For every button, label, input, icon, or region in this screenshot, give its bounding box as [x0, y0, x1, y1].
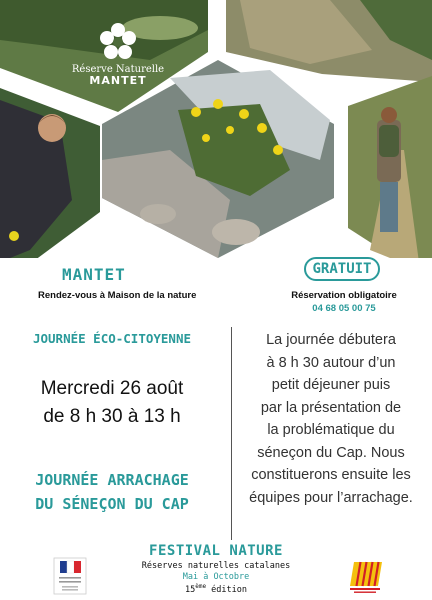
walker-legs	[380, 182, 398, 232]
event-date: Mercredi 26 août	[40, 378, 184, 399]
vertical-divider	[231, 327, 232, 540]
festival-title: FESTIVAL NATURE	[149, 543, 283, 559]
phone-number: 04 68 05 00 75	[312, 303, 376, 314]
yellow-flower	[202, 134, 210, 142]
description-line: séneçon du Cap. Nous	[257, 444, 405, 461]
event-description	[234, 329, 428, 509]
festival-period: Mai à Octobre	[182, 572, 250, 582]
rock-shape	[212, 219, 260, 245]
yellow-flower	[257, 123, 267, 133]
event-time: de 8 h 30 à 13 h	[43, 406, 181, 427]
edition-suffix: ème	[195, 583, 207, 590]
yellow-flower	[239, 109, 249, 119]
edition-number: 15	[184, 584, 196, 595]
reserves-label: Réserves naturelles catalanes	[141, 561, 291, 571]
catalan-flag-logo-icon	[346, 556, 386, 596]
description-line: la problématique du	[267, 422, 395, 438]
yellow-flower	[226, 126, 234, 134]
description-line: petit déjeuner puis	[271, 377, 391, 393]
event-type: JOURNÉE ÉCO-CITOYENNE	[32, 331, 192, 346]
yellow-flower-left	[9, 231, 19, 241]
edition-word: édition	[206, 584, 248, 595]
event-title-line1: JOURNÉE ARRACHAGE	[35, 471, 189, 489]
yellow-flower	[273, 145, 283, 155]
description-line: à 8 h 30 autour d’un	[266, 354, 396, 371]
description-line: équipes pour l’arrachage.	[249, 489, 413, 506]
hiker-head	[38, 114, 66, 142]
description-line: La journée débutera	[266, 332, 396, 348]
free-badge: GRATUIT	[304, 257, 380, 281]
walker-head	[381, 107, 397, 123]
festival-edition	[100, 583, 332, 595]
rock-shape-2	[140, 204, 176, 224]
description-line: par la présentation de	[260, 399, 402, 416]
prefecture-logo	[50, 556, 90, 596]
booking-note: Réservation obligatoire	[291, 290, 397, 301]
french-flag-logo-icon	[50, 556, 90, 596]
event-title-line2: DU SÉNEÇON DU CAP	[35, 495, 189, 513]
location-title: MANTET	[62, 265, 126, 284]
yellow-flower	[213, 99, 223, 109]
logo-text-line2: MANTET	[89, 74, 147, 87]
logo-text-line1: Réserve Naturelle	[71, 64, 165, 75]
reserve-logo	[70, 22, 166, 87]
department-logo	[346, 556, 386, 596]
walker-backpack	[379, 125, 399, 157]
description-line: constituerons ensuite les	[251, 467, 411, 483]
hero-photo-collage	[0, 0, 432, 258]
flower-logo-icon	[98, 22, 138, 62]
yellow-flower	[191, 107, 201, 117]
meeting-point: Rendez-vous à Maison de la nature	[38, 290, 197, 301]
